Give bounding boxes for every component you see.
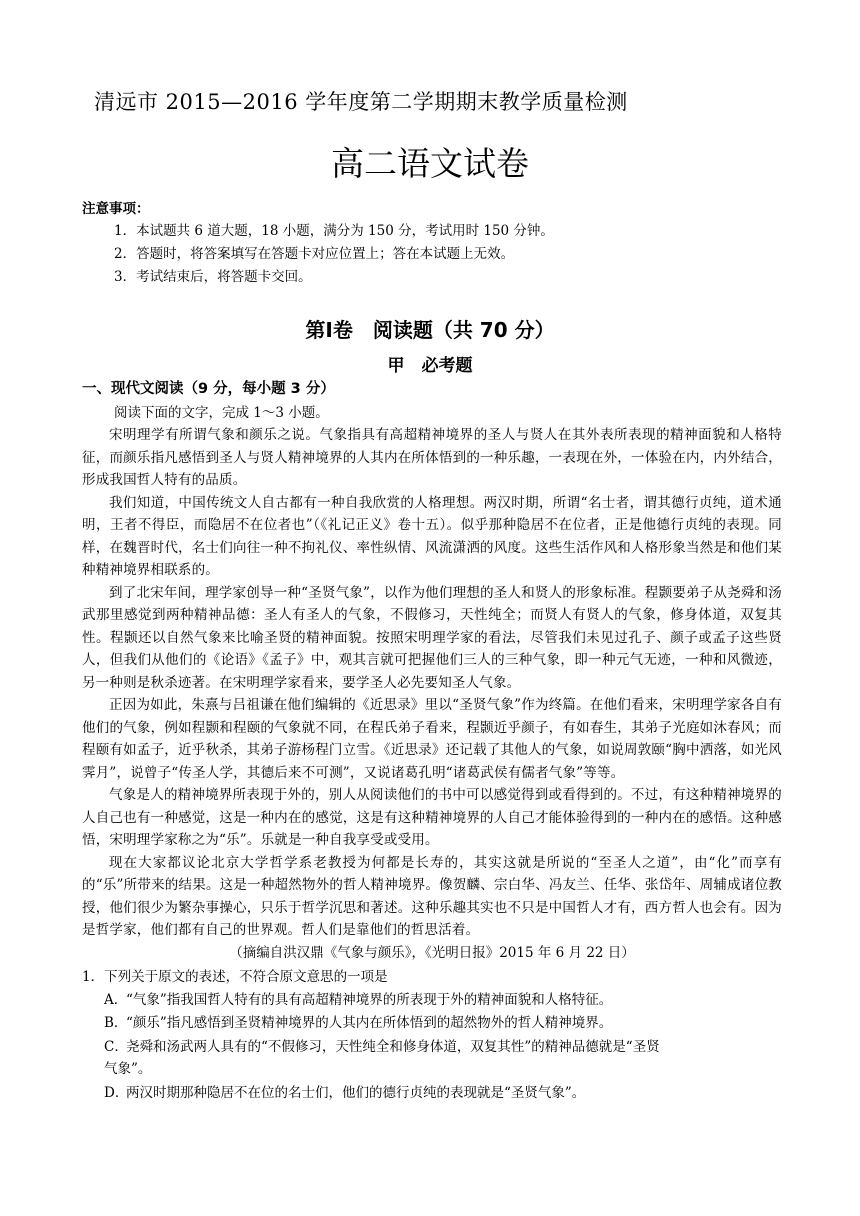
option-b [104, 1012, 782, 1035]
article-paragraph: 我们知道，中国传统文人自古都有一种自我欣赏的人格理想。两汉时期，所谓“名士者，谓其德行贞纯，道术通明，王者不得臣，而隐居不在位者也”（《礼记正义》卷十五）。似乎那种隐居不在位者，正是他德行贞纯的表现。同样，在魏晋时代，名士们向往一种不拘礼仪、率性纵情、风流潇洒的风度。这些生活作风和人格形象当然是和他们某种精神境界相联系的。 [82, 494, 782, 578]
school-exam-title: 清远市 2015—2016 学年度第二学期期末教学质量检测 [94, 90, 628, 114]
reading-article [82, 424, 782, 1105]
article-paragraph: 气象是人的精神境界所表现于外的，别人从阅读他们的书中可以感觉得到或看得到的。不过，有这种精神境界的人自己也有一种感觉，这是一种内在的感觉，这是有这种精神境界的人自己才能体验得到的一种内在的感悟。这种感悟，宋明理学家称之为“乐”。乐就是一种自我享受或受用。 [82, 787, 782, 848]
question-stem: 1．下列关于原文的表述，不符合原文意思的一项是 [82, 969, 388, 985]
option-a [104, 989, 782, 1012]
article-paragraph: 正因为如此，朱熹与吕祖谦在他们编辑的《近思录》里以“圣贤气象”作为终篇。在他们看来，宋明理学家各自有他们的气象，例如程颢和程颐的气象就不同，在程氏弟子看来，程颢近乎颜子，有如春生，其弟子光庭如沐春风；而程颐有如孟子，近乎秋杀，其弟子游杨程门立雪。《近思录》还记载了其他人的气象，如说周敦颐“胸中洒落，如光风霁月”，说曾子“传圣人学，其德后来不可测”，又说诸葛孔明“诸葛武侯有儒者气象”等等。 [82, 697, 782, 781]
option-d [104, 1082, 782, 1105]
notice-item: 2．答题时，将答案填写在答题卡对应位置上；答在本试题上无效。 [114, 246, 515, 262]
notice-item: 1．本试题共 6 道大题，18 小题，满分为 150 分，考试用时 150 分钟。 [114, 223, 554, 239]
question-1 [82, 966, 782, 1104]
article-paragraph: 宋明理学有所谓气象和颜乐之说。气象指具有高超精神境界的圣人与贤人在其外表所表现的精神面貌和人格特征，而颜乐指凡感悟到圣人与贤人精神境界的人其内在所体悟到的一种乐趣，一表现在外，一体验在内，内外结合，形成我国哲人特有的品质。 [82, 427, 782, 488]
article-source: （摘编自洪汉鼎《气象与颜乐》，《光明日报》2015 年 6 月 22 日） [229, 944, 635, 961]
paper-title: 高二语文试卷 [331, 144, 529, 183]
option-text: “气象”指我国哲人特有的具有高超精神境界的所表现于外的精神面貌和人格特征。 [126, 991, 613, 1008]
article-paragraph: 到了北宋年间，理学家创导一种“圣贤气象”，以作为他们理想的圣人和贤人的形象标准。程颢要弟子从尧舜和汤武那里感觉到两种精神品德：圣人有圣人的气象，不假修习，天性纯全；而贤人有贤人的气象，修身体道，双复其性。程颢还以自然气象来比喻圣贤的精神面貌。按照宋明理学家的看法，尽管我们未见过孔子、颜子或孟子这些贤人，但我们从他们的《论语》《孟子》中，观其言就可把握他们三人的三种气象，即一种元气无迹，一种和风微迹，另一种则是秋杀迹著。在宋明理学家看来，要学圣人必先要知圣人气象。 [82, 584, 782, 691]
notice-list [114, 220, 554, 289]
option-text: “颜乐”指凡感悟到圣贤精神境界的人其内在所体悟到的超然物外的哲人精神境界。 [126, 1015, 613, 1031]
reading-instruction: 阅读下面的文字，完成 1～3 小题。 [114, 405, 329, 421]
option-label: D． [104, 1084, 129, 1101]
part-heading: 一、现代文阅读（9 分，每小题 3 分） [82, 381, 335, 397]
option-c [104, 1036, 664, 1081]
option-label: B． [104, 1015, 128, 1031]
option-text: 尧舜和汤武两人具有的“不假修习，天性纯全和修身体道，双复其性”的精神品德就是“圣贤气象”。 [104, 1038, 660, 1077]
section-subtitle: 甲 必考题 [387, 356, 473, 376]
article-paragraph: 现在大家都议论北京大学哲学系老教授为何都是长寿的，其实这就是所说的“至圣人之道”，由“化”而享有的“乐”所带来的结果。这是一种超然物外的哲人精神境界。像贺麟、宗白华、冯友兰、任华、张岱年、周辅成诸位教授，他们很少为繁杂事操心，只乐于哲学沉思和著述。这种乐趣其实也不只是中国哲人才有，西方哲人也会有。因为是哲学家，他们都有自己的世界观。哲人们是靠他们的哲思活着。 [82, 854, 782, 938]
option-label: A． [104, 991, 128, 1008]
option-text: 两汉时期那种隐居不在位的名士们，他们的德行贞纯的表现就是“圣贤气象”。 [126, 1084, 586, 1101]
notice-heading: 注意事项： [82, 201, 150, 217]
option-label: C． [104, 1038, 128, 1055]
section-title: 第Ⅰ卷 阅读题（共 70 分） [305, 318, 555, 342]
notice-item: 3．考试结束后，将答题卡交回。 [114, 269, 312, 285]
